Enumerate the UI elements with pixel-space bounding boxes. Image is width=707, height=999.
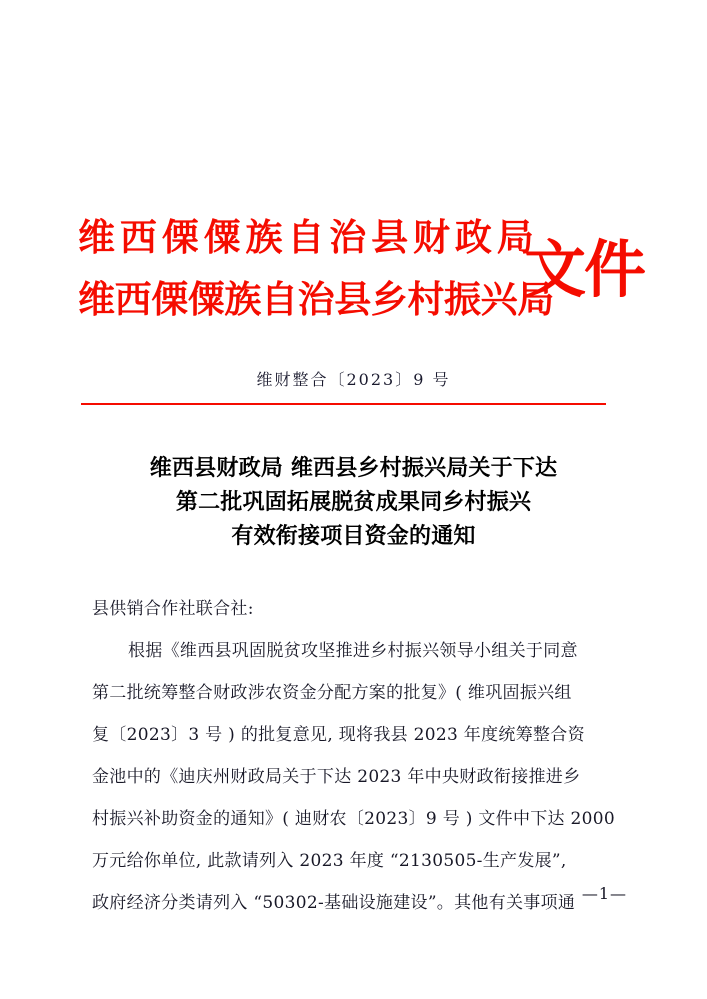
body-line: 金池中的《迪庆州财政局关于下达 2023 年中央财政衔接推进乡 <box>92 767 581 787</box>
body-line: 万元给你单位, 此款请列入 2023 年度 “2130505-生产发展”, <box>92 851 567 871</box>
page-number: —1— <box>581 884 627 903</box>
body-line: 村振兴补助资金的通知》( 迪财农〔2023〕9 号 ) 文件中下达 2000 <box>92 809 616 829</box>
body-line: 第二批统筹整合财政涉农资金分配方案的批复》( 维巩固振兴组 <box>92 683 572 703</box>
page-title-line-1: 维西县财政局 维西县乡村振兴局关于下达 <box>149 456 558 481</box>
red-separator-rule <box>81 403 606 405</box>
body-line: 政府经济分类请列入 “50302-基础设施建设”。其他有关事项通 <box>92 893 576 913</box>
document-word-label: 文件 <box>524 233 645 306</box>
body-line: 复〔2023〕3 号 ) 的批复意见, 现将我县 2023 年度统筹整合资 <box>92 725 585 745</box>
page-title-line-3: 有效衔接项目资金的通知 <box>231 524 476 549</box>
issuing-agency-finance-bureau: 维西傈僳族自治县财政局 <box>78 215 534 259</box>
body-text <box>92 588 620 924</box>
body-line: 根据《维西县巩固脱贫攻坚推进乡村振兴领导小组关于同意 <box>128 641 578 661</box>
issuing-agency-rural-revitalization-bureau: 维西傈僳族自治县乡村振兴局 <box>78 277 554 321</box>
recipient-line: 县供销合作社联合社: <box>92 599 254 619</box>
letterhead <box>0 206 707 334</box>
issuing-agencies <box>78 206 554 330</box>
page-title <box>80 452 627 554</box>
page-title-line-2: 第二批巩固拓展脱贫成果同乡村振兴 <box>175 490 532 515</box>
document-number: 维财整合〔2023〕9 号 <box>256 370 451 389</box>
